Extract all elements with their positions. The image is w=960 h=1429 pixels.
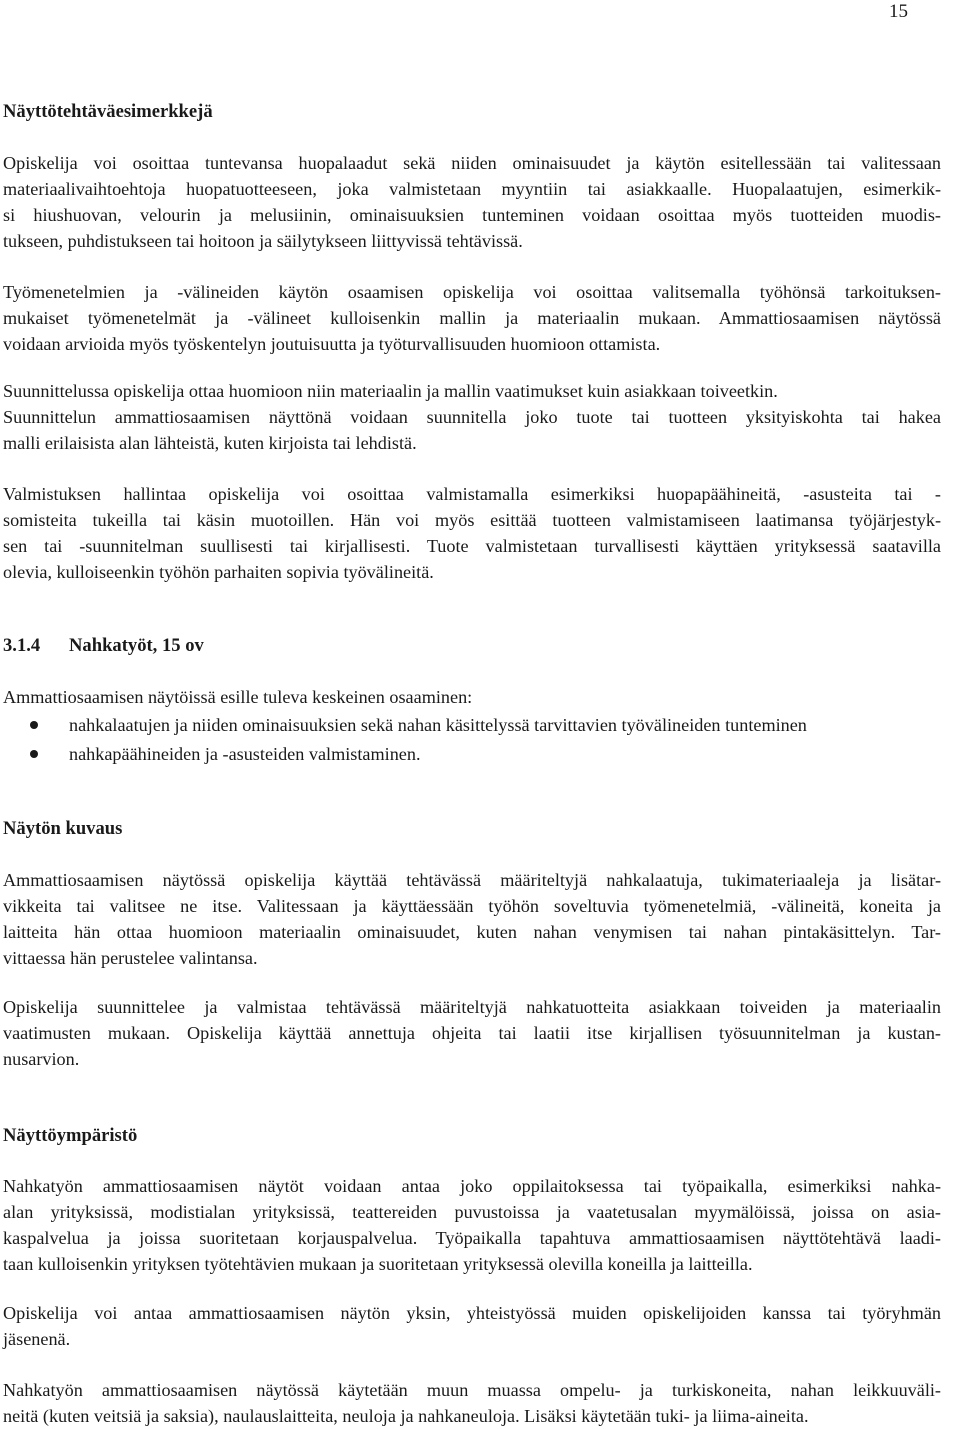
text-line: Opiskelija voi antaa ammattiosaamisen näytön yksin, yhteistyössä muiden opiskelijoiden kanssa tai työryhmän bbox=[3, 1303, 941, 1323]
text-line: malli erilaisista alan lähteistä, kuten kirjoista tai lehdistä. bbox=[3, 433, 417, 453]
text-line: neitä (kuten veitsiä ja saksia), naulauslaitteita, neuloja ja nahkaneuloja. Lisäksi käytetään tuki- ja liima-aineita. bbox=[3, 1406, 809, 1426]
text-line: kaspalvelua ja joissa suoritetaan korjauspalvelua. Työpaikalla tapahtuva ammattiosaamisen näyttötehtävä laadi- bbox=[3, 1228, 941, 1248]
page-number: 15 bbox=[889, 1, 908, 22]
section-heading-leather bbox=[3, 633, 204, 659]
text-line: Nahkatyön ammattiosaamisen näytössä käytetään muun muassa ompelu- ja turkiskoneita, nahan leikkuuväli- bbox=[3, 1380, 941, 1400]
text-line: laitteita hän ottaa huomioon materiaalin ominaisuudet, kuten nahan venymisen tai nahan pintakäsittelyn. Tar- bbox=[3, 922, 941, 942]
text-line: Työmenetelmien ja -välineiden käytön osaamisen opiskelija voi osoittaa valitsemalla työhönsä tarkoituksen- bbox=[3, 282, 941, 302]
list-item bbox=[0, 741, 960, 767]
text-line: vikkeita tai valitsee ne itse. Valitessaan ja käyttäessään työhön soveltuvia työmenetelmiä, -välineitä, koneita ja bbox=[3, 896, 941, 916]
text-line: sen tai -suunnitelman suullisesti tai kirjallisesti. Tuote valmistetaan turvallisesti käyttäen yrityksessä saatavilla bbox=[3, 536, 941, 556]
section-title-leather: Nahkatyöt, 15 ov bbox=[69, 635, 204, 656]
text-line: Ammattiosaamisen näytössä opiskelija käyttää tehtävässä määriteltyjä nahkalaatuja, tukimateriaaleja ja lisätar- bbox=[3, 870, 941, 890]
text-line: somisteita tukeilla tai käsin muotoillen. Hän voi myös esittää tuotteen valmistamiseen laatimansa työjärjestyk- bbox=[3, 510, 941, 530]
text-line: materiaalivaihtoehtoja huopatuotteeseen, joka valmistetaan myyntiin tai asiakkaalle. Huopalaatujen, esimerkik- bbox=[3, 179, 941, 199]
text-line: vaatimusten mukaan. Opiskelija käyttää annettuja ohjeita tai laatii itse kirjallisen työsuunnitelman ja kustan- bbox=[3, 1023, 941, 1043]
section-title-environment: Näyttöympäristö bbox=[3, 1125, 138, 1146]
text-line: voidaan arvioida myös työskentelyn joutuisuutta ja työturvallisuuden huomioon ottamista. bbox=[3, 334, 661, 354]
text-line: Suunnittelun ammattiosaamisen näyttönä voidaan suunnitella joko tuote tai tuotteen yksityiskohta tai hakea bbox=[3, 407, 941, 427]
list-item bbox=[0, 712, 960, 738]
bullet-intro: Ammattiosaamisen näytöissä esille tuleva keskeinen osaaminen: bbox=[3, 687, 473, 707]
text-line: mukaiset työmenetelmät ja -välineet kulloisenkin mallin ja materiaalin mukaan. Ammattiosaamisen näytössä bbox=[3, 308, 941, 328]
text-line: Opiskelija voi osoittaa tuntevansa huopalaadut sekä niiden ominaisuudet ja käytön esitellessään tai valitessaan bbox=[3, 153, 941, 173]
text-line: vittaessa hän perustelee valintansa. bbox=[3, 948, 258, 968]
text-line: jäsenenä. bbox=[3, 1329, 71, 1349]
text-line: tukseen, puhdistukseen tai hoitoon ja säilytykseen liittyvissä tehtävissä. bbox=[3, 231, 523, 251]
section-title-description: Näytön kuvaus bbox=[3, 818, 123, 839]
text-line: olevia, kulloiseenkin työhön parhaiten sopivia työvälineitä. bbox=[3, 562, 434, 582]
text-line: alan yrityksissä, modistialan yrityksissä, teattereiden puvustoissa ja vaatetusalan myymälöissä, joissa on asia- bbox=[3, 1202, 941, 1222]
list-item-text: nahkapäähineiden ja -asusteiden valmistaminen. bbox=[69, 744, 421, 764]
text-line: taan kulloisenkin yrityksen työtehtävien mukaan ja suoritetaan yrityksessä olevilla koneilla ja laitteilla. bbox=[3, 1254, 753, 1274]
text-line: Nahkatyön ammattiosaamisen näytöt voidaan antaa joko oppilaitoksessa tai työpaikalla, esimerkiksi nahka- bbox=[3, 1176, 941, 1196]
bullet-icon bbox=[30, 750, 38, 758]
section-title-examples: Näyttötehtäväesimerkkejä bbox=[3, 101, 213, 122]
text-line: si hiushuovan, velourin ja melusiinin, ominaisuuksien tunteminen voidaan osoittaa myös tuotteiden muodis- bbox=[3, 205, 941, 225]
text-line: Suunnittelussa opiskelija ottaa huomioon niin materiaalin ja mallin vaatimukset kuin asiakkaan toiveetkin. bbox=[3, 381, 778, 401]
text-line: Opiskelija suunnittelee ja valmistaa tehtävässä määriteltyjä nahkatuotteita asiakkaan toiveiden ja materiaalin bbox=[3, 997, 941, 1017]
section-number: 3.1.4 bbox=[3, 635, 41, 656]
text-line: Valmistuksen hallintaa opiskelija voi osoittaa valmistamalla esimerkiksi huopapäähineitä, -asusteita tai - bbox=[3, 484, 941, 504]
bullet-icon bbox=[30, 721, 38, 729]
list-item-text: nahkalaatujen ja niiden ominaisuuksien sekä nahan käsittelyssä tarvittavien työvälineiden tunteminen bbox=[69, 715, 807, 735]
text-line: nusarvion. bbox=[3, 1049, 80, 1069]
